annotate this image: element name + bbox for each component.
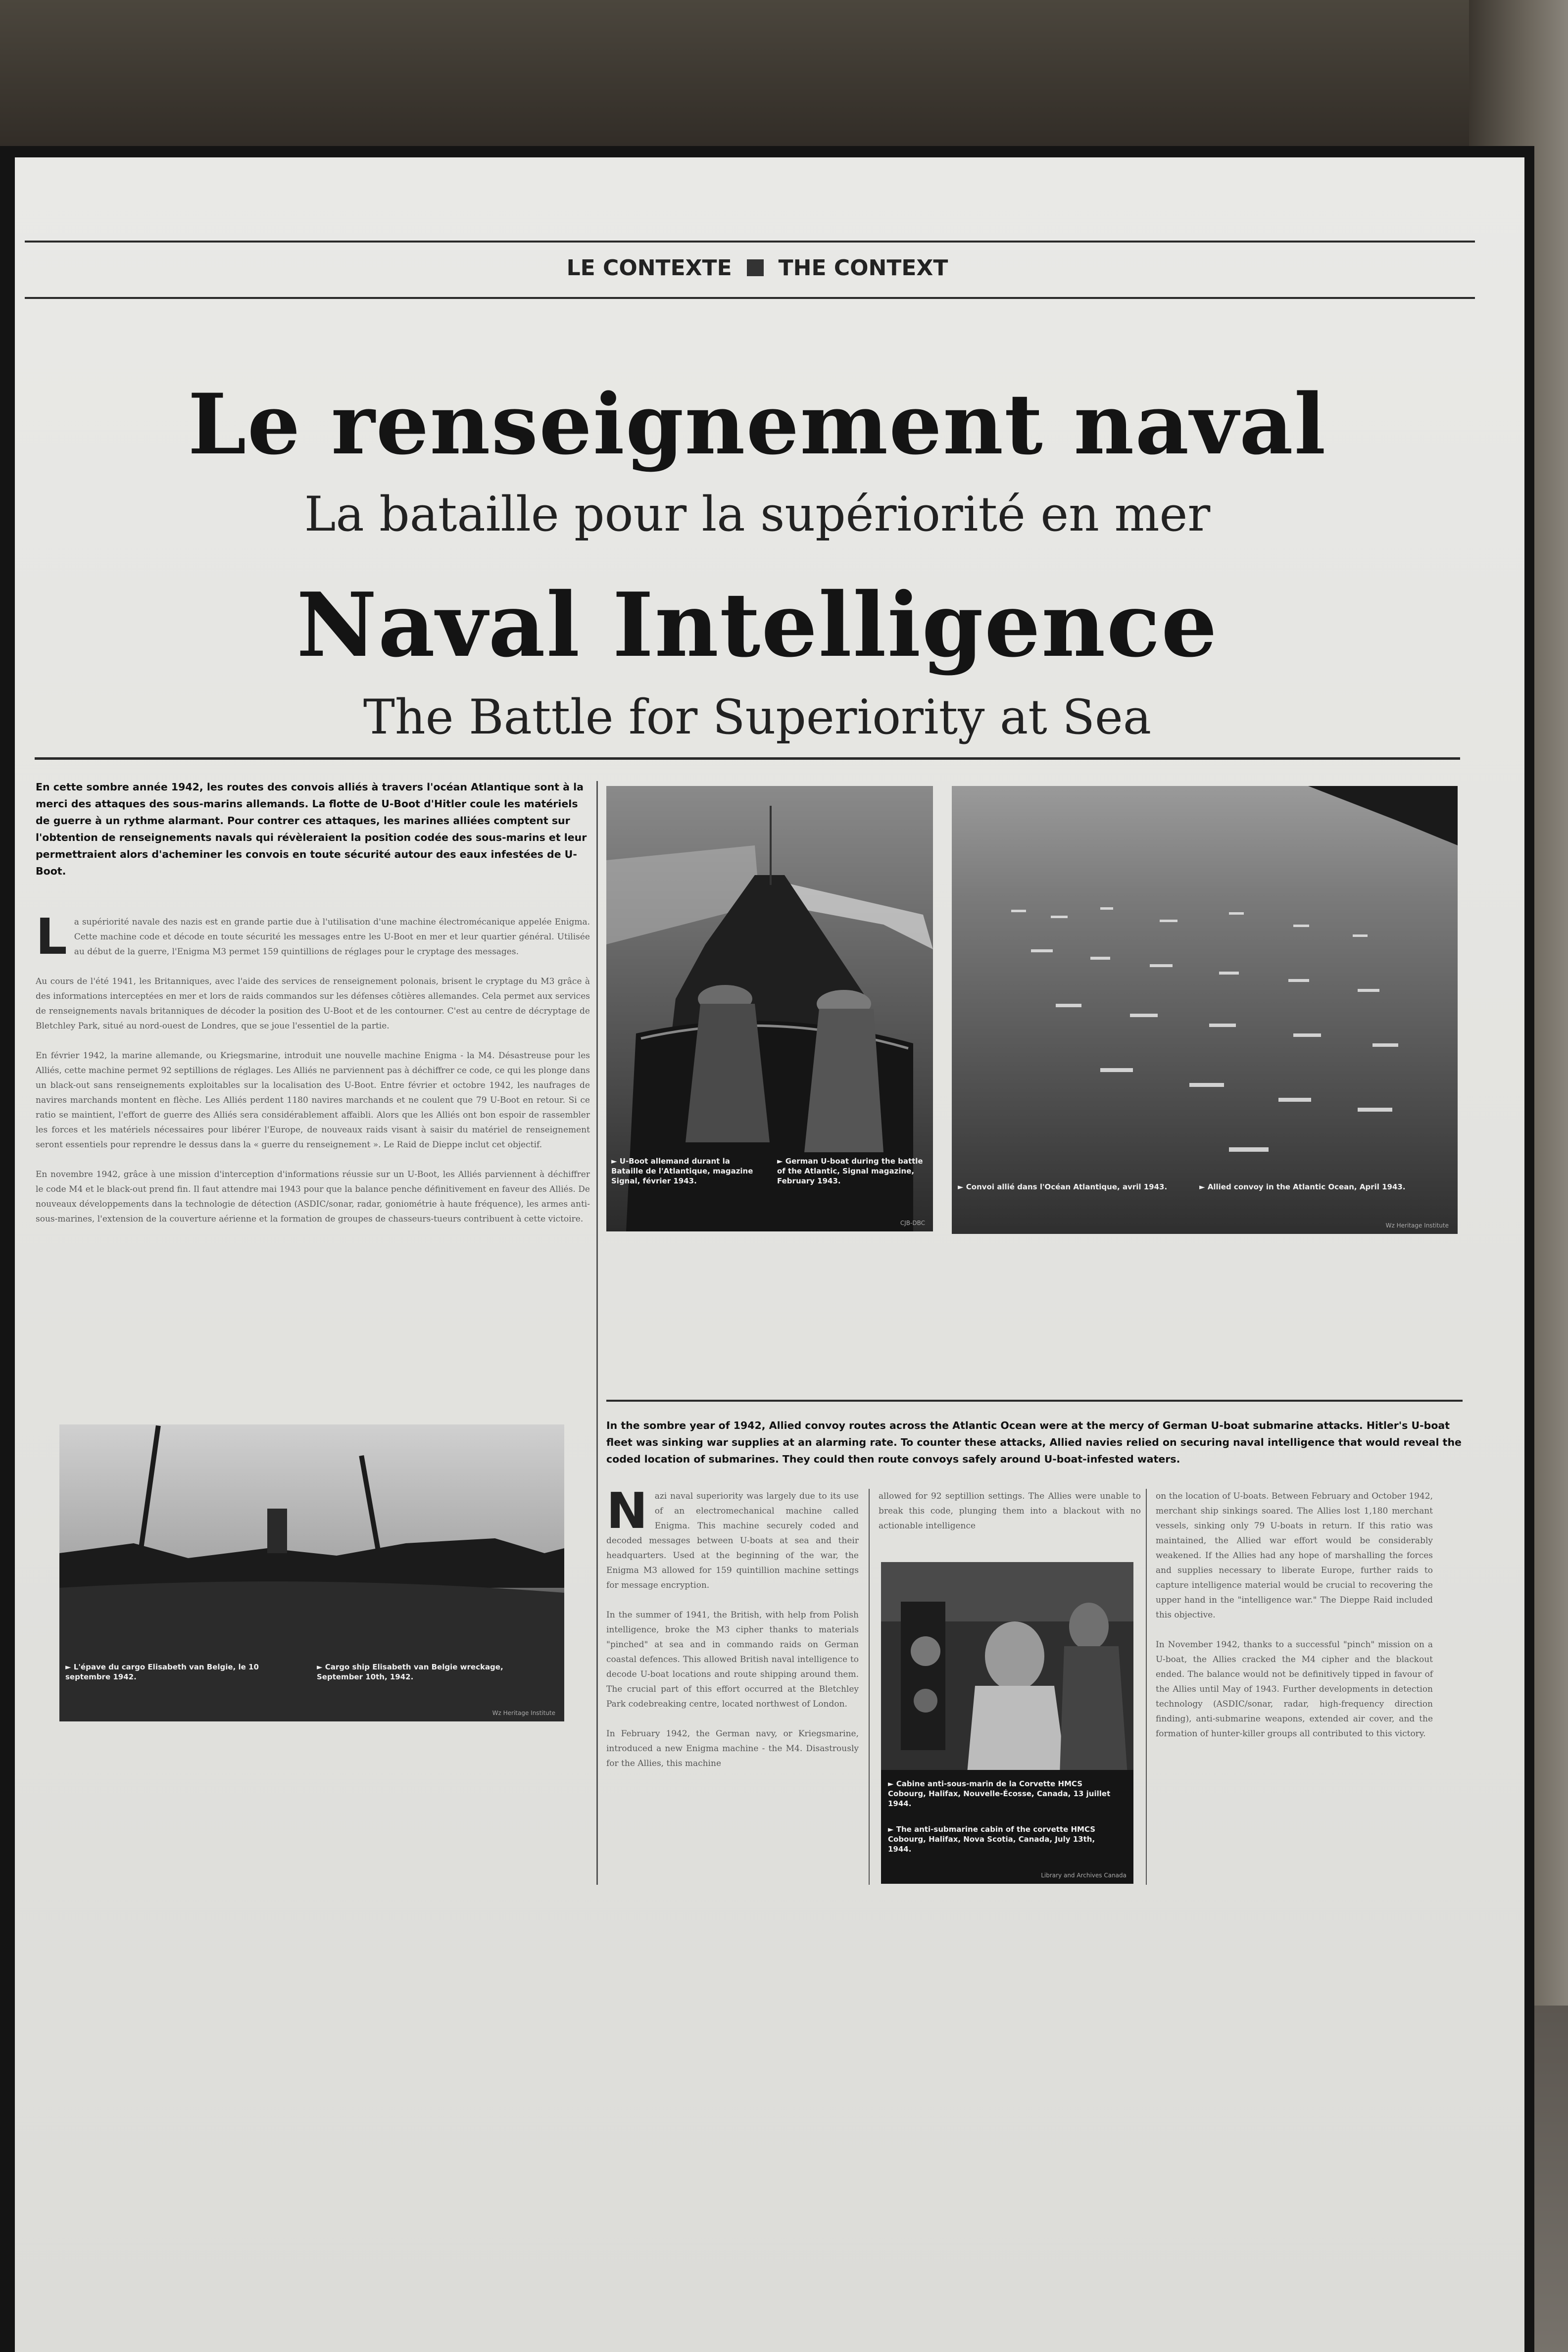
body-text-en-col2 [879, 1489, 1141, 1548]
body-paragraph-fr-1: a supériorité navale des nazis est en grande partie due à l'utilisation d'une machine électromécanique appelée Enigma. Cette machine code et décode en toute sécurité les messages entre les U-Boot en mer et leur quartier général. Utilisée au début de la guerre, l'Enigma M3 permet 159 quintillions de réglages pour le cryptage des messages. [74, 917, 590, 957]
header-bottom-rule [25, 297, 1475, 299]
body-paragraph-fr-4: En novembre 1942, grâce à une mission d'interception d'informations réussie sur un U-Boot, les Alliés parviennent à déchiffrer le code M4 et le black-out prend fin. Il faut attendre mai 1943 pour que la balance penche définitivement en faveur des Alliés. De nouveaux développements dans la technologie de détection (ASDIC/sonar, radar, goniométrie à haute fréquence), les armes anti-sous-marines, l'extension de la couverture aérienne et la formation de groupes de chasseurs-tueurs contribuent à cette victoire. [36, 1170, 590, 1224]
uboat-caption-en: ► German U-boat during the battle of the Atlantic, Signal magazine, February 1943. [777, 1157, 923, 1185]
cabin-photo [881, 1562, 1133, 1884]
body-paragraph-en-4: In November 1942, thanks to a successful "pinch" mission on a U-boat, the Allies cracked the M4 cipher and the blackout ended. The balance would not be definitively tipped in favour of the Allies until May of 1943. Further developments in detection technology (ASDIC/sonar, radar, high-frequency direction finding), anti-submarine weapons, extended air cover, and the formation of hunter-killer groups all contributed to this victory. [1156, 1640, 1433, 1739]
cabin-caption-en: ► The anti-submarine cabin of the corvette HMCS Cobourg, Halifax, Nova Scotia, Canada, July 13th, 1944. [888, 1825, 1096, 1854]
column-divider-en-2 [1146, 1489, 1147, 1885]
drop-cap-en: N [606, 1482, 648, 1540]
convoy-caption-en: ► Allied convoy in the Atlantic Ocean, April 1943. [1199, 1182, 1406, 1191]
title-fr: Le renseignement naval [188, 375, 1327, 473]
cabin-credit: Library and Archives Canada [1041, 1872, 1127, 1879]
body-paragraph-en-3b: allowed for 92 septillion settings. The Allies were unable to break this code, plunging them into a blackout with no actionable intelligence [879, 1491, 1141, 1531]
wreck-caption-en: ► Cargo ship Elisabeth van Belgie wreckage, September 10th, 1942. [317, 1663, 503, 1681]
body-paragraph-en-3c: on the location of U-boats. Between February and October 1942, merchant ship sinkings soared. The Allies lost 1,180 merchant vessels, sinking only 79 U-boats in return. If this ratio was maintained, the Allied war effort would be considerably weakened. If the Allies had any hope of marshalling the forces and supplies necessary to liberate Europe, further raids to capture intelligence material would be crucial to recovering the upper hand in the "intelligence war." The Dieppe Raid included this objective. [1156, 1491, 1433, 1620]
context-header [15, 245, 1500, 290]
drop-cap-fr: L [36, 908, 67, 966]
column-divider [596, 781, 598, 1885]
title-bottom-rule [35, 757, 1460, 760]
convoy-photo [952, 786, 1458, 1234]
title-en: Naval Intelligence [296, 573, 1219, 677]
top-rule [25, 241, 1475, 243]
body-paragraph-en-1: azi naval superiority was largely due to its use of an electromechanical machine called Enigma. This machine securely coded and decoded messages between U-boats at sea and their headquarters. Used at the beginning of the war, the Enigma M3 allowed for 159 quintillion machine settings for message encryption. [606, 1491, 859, 1590]
wreck-caption-fr: ► L'épave du cargo Elisabeth van Belgie, le 10 septembre 1942. [65, 1663, 259, 1681]
subtitle-en: The Battle for Superiority at Sea [363, 689, 1152, 745]
square-icon [747, 259, 764, 276]
lead-paragraph-en: In the sombre year of 1942, Allied convoy routes across the Atlantic Ocean were at the mercy of German U-boat submarine attacks. Hitler's U-boat fleet was sinking war supplies at an alarming rate. To counter these attacks, Allied navies relied on securing naval intelligence that would reveal the coded location of submarines. They could then route convoys safely around U-boat-infested waters. [606, 1420, 1462, 1465]
context-label-fr: LE CONTEXTE [566, 255, 732, 281]
uboat-credit: CJB-DBC [900, 1220, 925, 1226]
convoy-credit: Wz Heritage Institute [1385, 1222, 1449, 1229]
subtitle-fr: La bataille pour la supériorité en mer [304, 487, 1211, 542]
context-label-en: THE CONTEXT [778, 255, 948, 281]
uboat-caption-fr: ► U-Boot allemand durant la Bataille de l'Atlantique, magazine Signal, février 1943. [611, 1157, 753, 1185]
body-text-en-col1 [606, 1482, 859, 1786]
wreck-photo [59, 1424, 564, 1721]
body-text-en-col3 [1156, 1489, 1433, 1756]
wreck-credit: Wz Heritage Institute [492, 1710, 555, 1716]
convoy-caption-fr: ► Convoi allié dans l'Océan Atlantique, avril 1943. [958, 1182, 1168, 1191]
body-paragraph-en-2: In the summer of 1941, the British, with help from Polish intelligence, broke the M3 cipher thanks to materials "pinched" at sea and in commando raids on German coastal defences. This allowed British naval intelligence to decode U-boat locations and route shipping around them. The crucial part of this effort occurred at the Bletchley Park codebreaking centre, located northwest of London. [606, 1610, 859, 1709]
english-lead-rule [606, 1400, 1463, 1402]
body-paragraph-fr-3: En février 1942, la marine allemande, ou Kriegsmarine, introduit une nouvelle machine Enigma - la M4. Désastreuse pour les Alliés, cette machine permet 92 septillions de réglages. Les Alliés ne parviennent pas à déchiffrer ce code, ce qui les plonge dans un black-out sans renseignements exploitables sur la localisation des U-Boot. Entre février et octobre 1942, les naufrages de navires marchands montent en flèche. Les Alliés perdent 1180 navires marchands et ne coulent que 79 U-Boot en retour. Si ce ratio se maintient, l'effort de guerre des Alliés sera considérablement affaibli. Alors que les Alliés ont bon espoir de rassembler les forces et les matériels nécessaires pour libérer l'Europe, de nouveaux raids visant à saisir du matériel de renseignement seront essentiels pour reprendre le dessus dans la « guerre du renseignement ». Le Raid de Dieppe inclut cet objectif. [36, 1051, 590, 1150]
uboat-photo [606, 786, 933, 1231]
body-paragraph-fr-2: Au cours de l'été 1941, les Britanniques, avec l'aide des services de renseignement polonais, brisent le cryptage du M3 grâce à des informations interceptées en mer et lors de raids commandos sur les défenses côtières allemandes. Cela permet aux services de renseignements navals britanniques de décoder la position des U-Boot et de les contourner. C'est au centre de décryptage de Bletchley Park, situé au nord-ouest de Londres, que se joue l'essentiel de la partie. [36, 977, 590, 1031]
column-divider-en-1 [869, 1489, 870, 1885]
cabin-caption-fr: ► Cabine anti-sous-marin de la Corvette HMCS Cobourg, Halifax, Nouvelle-Écosse, Canada, 13 juillet 1944. [888, 1779, 1111, 1808]
exhibit-panel [15, 157, 1524, 2352]
background-ceiling [0, 0, 1568, 163]
lead-paragraph-fr: En cette sombre année 1942, les routes des convois alliés à travers l'océan Atlantique sont à la merci des attaques des sous-marins allemands. La flotte de U-Boot d'Hitler coule les matériels de guerre à un rythme alarmant. Pour contrer ces attaques, les marines alliées comptent sur l'obtention de renseignements navals qui révèleraient la position codée des sous-marins et leur permettraient alors d'acheminer les convois en toute sécurité autour des eaux infestées de U-Boot. [36, 781, 587, 877]
body-paragraph-en-3a: In February 1942, the German navy, or Kriegsmarine, introduced a new Enigma machine - the M4. Disastrously for the Allies, this machine [606, 1729, 859, 1768]
body-text-fr [36, 908, 590, 1241]
